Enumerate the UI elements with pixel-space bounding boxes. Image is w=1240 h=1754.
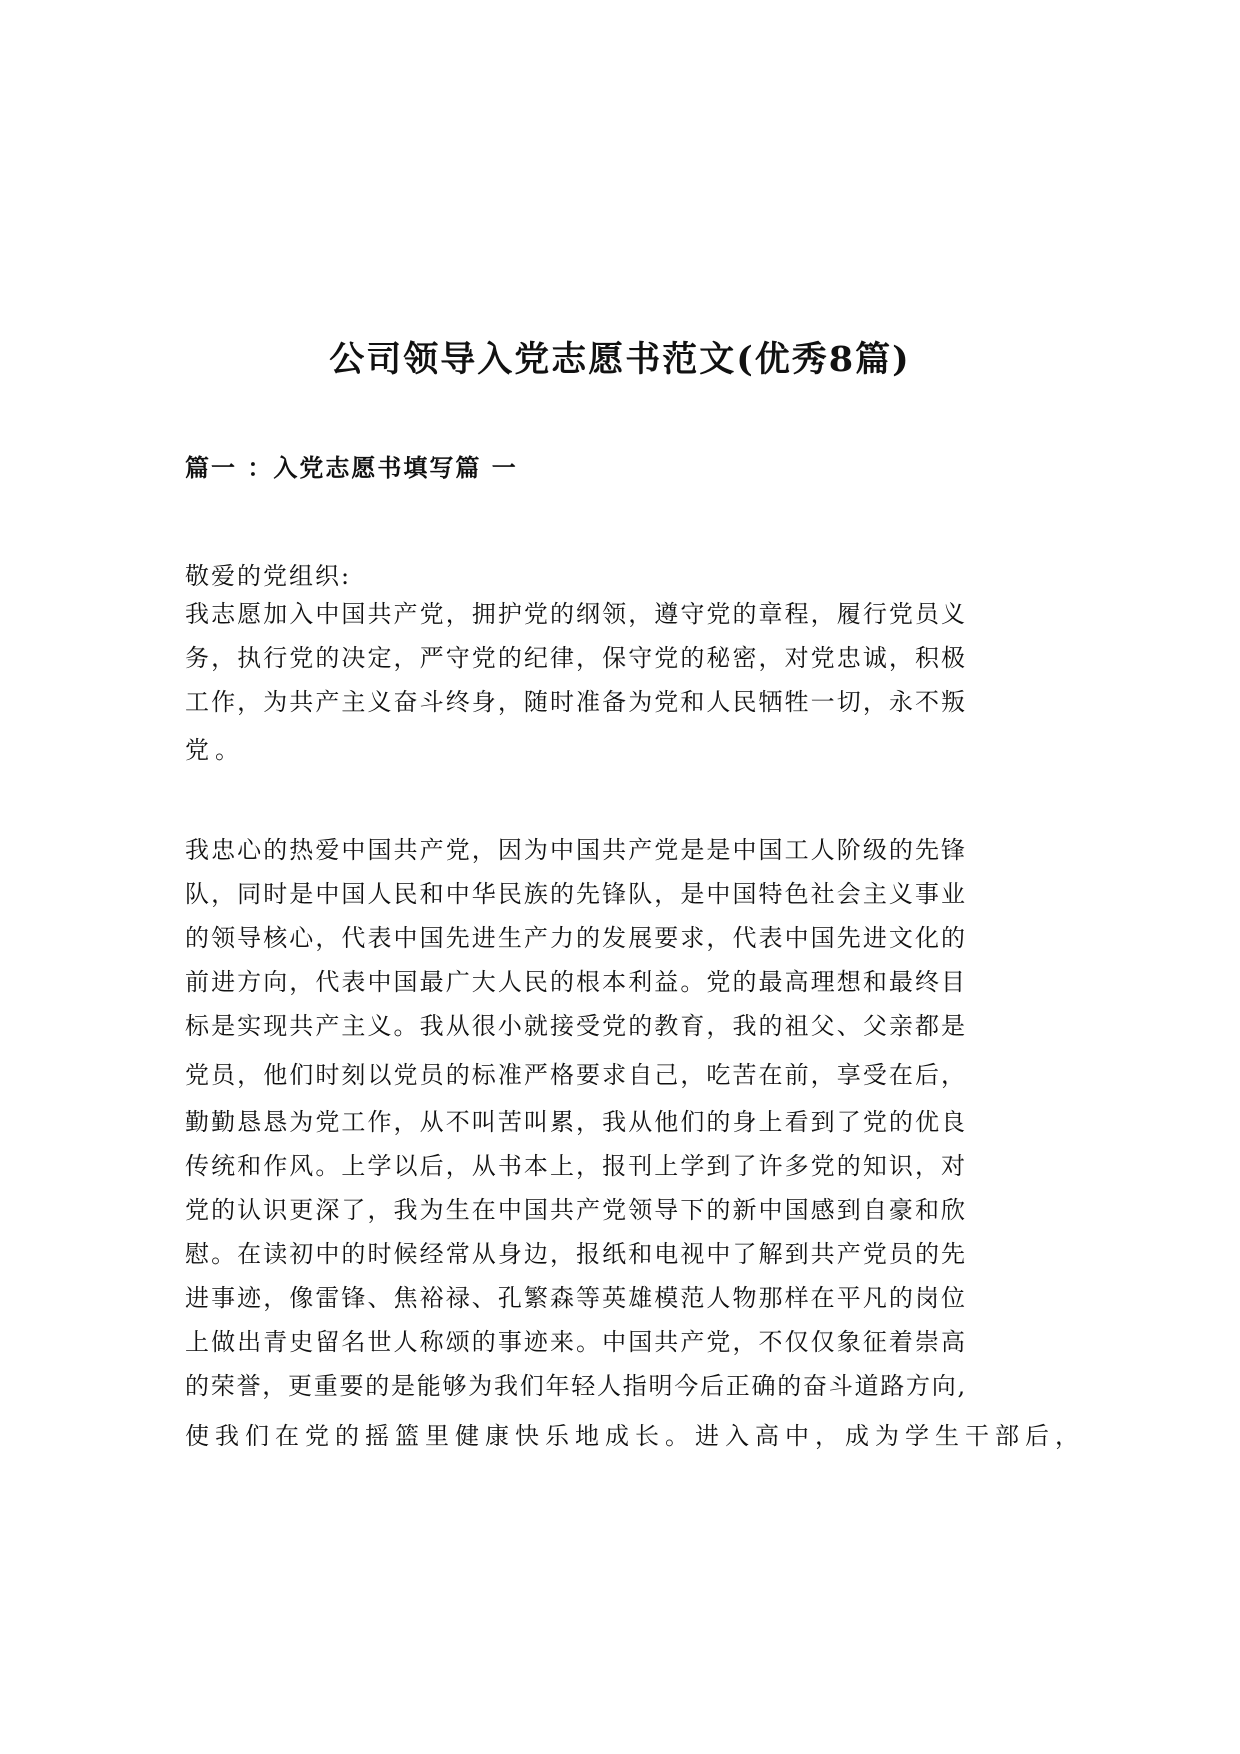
paragraph-line: 队，同时是中国人民和中华民族的先锋队，是中国特色社会主义事业	[185, 880, 968, 908]
paragraph-line: 进事迹，像雷锋、焦裕禄、孔繁森等英雄模范人物那样在平凡的岗位	[185, 1284, 968, 1312]
paragraph-line: 党员，他们时刻以党员的标准严格要求自己，吃苦在前，享受在后，	[185, 1061, 968, 1089]
paragraph-line: 慰。在读初中的时候经常从身边，报纸和电视中了解到共产党员的先	[185, 1240, 968, 1268]
document-title: 公司领导入党志愿书范文(优秀8篇)	[329, 339, 911, 380]
section-heading: 篇一 ：入党志愿书填写篇 一	[185, 453, 518, 482]
paragraph-line: 勤勤恳恳为党工作，从不叫苦叫累，我从他们的身上看到了党的优良	[185, 1108, 968, 1136]
paragraph-line: 使我们在党的摇篮里健康快乐地成长。进入高中，成为学生干部后，	[185, 1422, 1085, 1450]
paragraph-line: 党。	[185, 736, 245, 764]
paragraph-line: 上做出青史留名世人称颂的事迹来。中国共产党，不仅仅象征着崇高	[185, 1328, 968, 1356]
paragraph-line: 务，执行党的决定，严守党的纪律，保守党的秘密，对党忠诚，积极	[185, 644, 968, 672]
paragraph-line: 我忠心的热爱中国共产党，因为中国共产党是是中国工人阶级的先锋	[185, 836, 968, 864]
paragraph-line: 的荣誉，更重要的是能够为我们年轻人指明今后正确的奋斗道路方向,	[185, 1372, 967, 1400]
paragraph-line: 标是实现共产主义。我从很小就接受党的教育，我的祖父、父亲都是	[185, 1012, 968, 1040]
paragraph-line: 党的认识更深了，我为生在中国共产党领导下的新中国感到自豪和欣	[185, 1196, 968, 1224]
paragraph-line: 我志愿加入中国共产党，拥护党的纲领，遵守党的章程，履行党员义	[185, 600, 968, 628]
paragraph-line: 传统和作风。上学以后，从书本上，报刊上学到了许多党的知识，对	[185, 1152, 968, 1180]
paragraph-line: 的领导核心，代表中国先进生产力的发展要求，代表中国先进文化的	[185, 924, 968, 952]
greeting: 敬爱的党组织:	[185, 562, 352, 590]
paragraph-line: 前进方向，代表中国最广大人民的根本利益。党的最高理想和最终目	[185, 968, 968, 996]
paragraph-line: 工作，为共产主义奋斗终身，随时准备为党和人民牺牲一切，永不叛	[185, 688, 968, 716]
